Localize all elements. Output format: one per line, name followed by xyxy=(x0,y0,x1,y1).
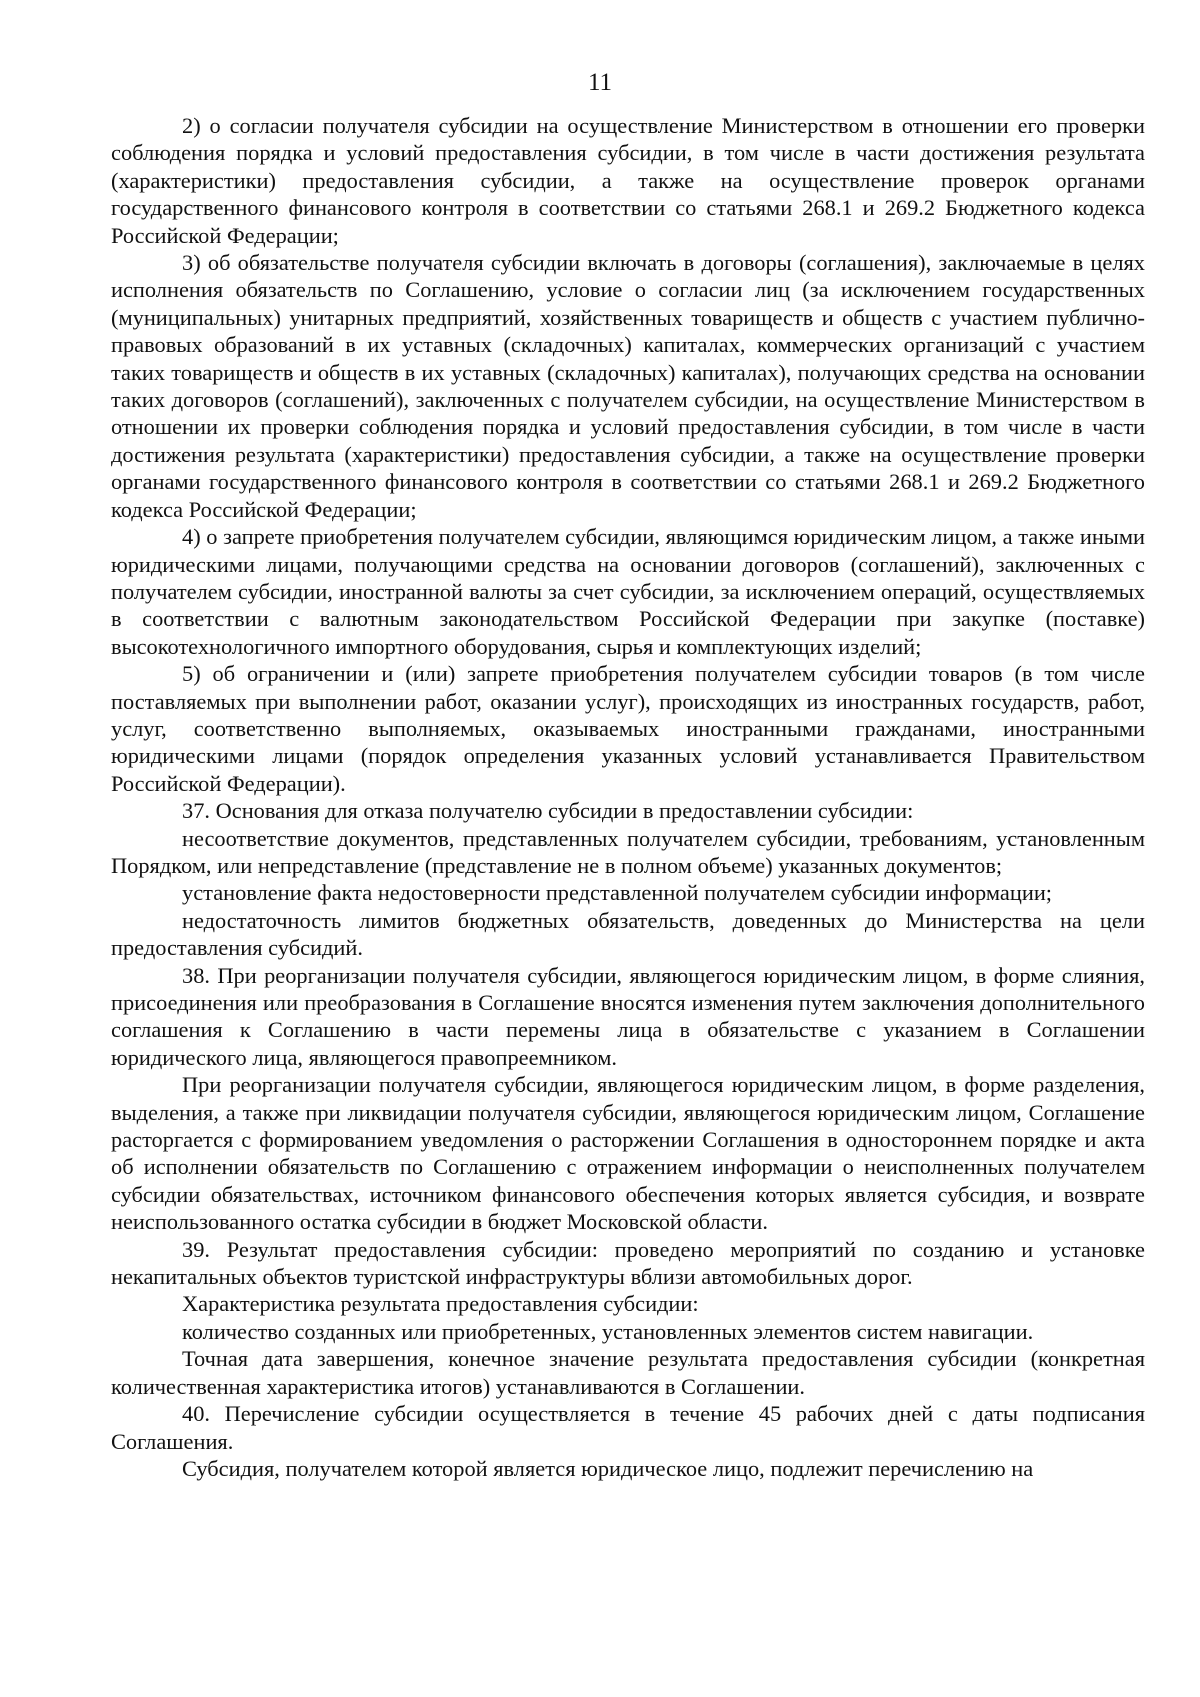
paragraph-result-date: Точная дата завершения, конечное значение результата предоставления субсидии (конкретная количественная характеристика итогов) устанавливаются в Соглашении. xyxy=(111,1346,1145,1399)
paragraph-section-37: 37. Основания для отказа получателю субсидии в предоставлении субсидии: xyxy=(182,798,914,824)
paragraph-section-39: 39. Результат предоставления субсидии: проведено мероприятий по созданию и установке некапитальных объектов туристской инфраструктуры вблизи автомобильных дорог. xyxy=(111,1236,1145,1290)
document-body xyxy=(111,112,1145,1482)
paragraph-refusal-ground-2: установление факта недостоверности представленной получателем субсидии информации; xyxy=(182,880,1053,906)
page-number: 11 xyxy=(587,69,613,96)
paragraph-refusal-ground-3: недостаточность лимитов бюджетных обязательств, доведенных до Министерства на цели предоставления субсидий. xyxy=(111,907,1145,961)
paragraph-clause-4: 4) о запрете приобретения получателем субсидии, являющимся юридическим лицом, а также иными юридическими лицами, получающими средства на основании договоров (соглашений), заключенных с получателем субсидии, иностранной валюты за счет субсидии, за исключением операций, осуществляемых в соответствии с валютным законодательством Российской Федерации при закупке (поставке) высокотехнологичного импортного оборудования, сырья и комплектующих изделий; xyxy=(111,524,1145,659)
paragraph-clause-3: 3) об обязательстве получателя субсидии включать в договоры (соглашения), заключаемые в целях исполнения обязательств по Соглашению, условие о согласии лиц (за исключением государственных (муниципальных) унитарных предприятий, хозяйственных товариществ и обществ с участием публично-правовых образований в их уставных (складочных) капиталах, коммерческих организаций с участием таких товариществ и обществ в их уставных (складочных) капиталах), получающих средства на основании таких договоров (соглашений), заключенных с получателем субсидии, на осуществление Министерством в отношении их проверки соблюдения порядка и условий предоставления субсидии, в том числе в части достижения результата (характеристики) предоставления субсидии, а также на осуществление проверки органами государственного финансового контроля в соответствии со статьями 268.1 и 269.2 Бюджетного кодекса Российской Федерации; xyxy=(111,250,1145,522)
paragraph-result-characteristic: количество созданных или приобретенных, установленных элементов систем навигации. xyxy=(182,1318,1034,1344)
paragraph-clause-2: 2) о согласии получателя субсидии на осуществление Министерством в отношении его проверки соблюдения порядка и условий предоставления субсидии, в том числе в части достижения результата (характеристики) предоставления субсидии, а также на осуществление проверок органами государственного финансового контроля в соответствии со статьями 268.1 и 269.2 Бюджетного кодекса Российской Федерации; xyxy=(111,113,1145,248)
paragraph-section-38: 38. При реорганизации получателя субсидии, являющегося юридическим лицом, в форме слияния, присоединения или преобразования в Соглашение вносятся изменения путем заключения дополнительного соглашения к Соглашению в части перемены лица в обязательстве с указанием в Соглашении юридического лица, являющегося правопреемником. xyxy=(111,962,1145,1070)
paragraph-refusal-ground-1: несоответствие документов, представленных получателем субсидии, требованиям, установленным Порядком, или непредставление (представление не в полном объеме) указанных документов; xyxy=(111,825,1145,878)
paragraph-result-characteristic-heading: Характеристика результата предоставления субсидии: xyxy=(182,1291,699,1317)
paragraph-transfer-continued: Субсидия, получателем которой является юридическое лицо, подлежит перечислению на xyxy=(182,1455,1034,1481)
paragraph-section-40: 40. Перечисление субсидии осуществляется в течение 45 рабочих дней с даты подписания Соглашения. xyxy=(111,1401,1145,1454)
paragraph-clause-5: 5) об ограничении и (или) запрете приобретения получателем субсидии товаров (в том числе поставляемых при выполнении работ, оказании услуг), происходящих из иностранных государств, работ, услуг, соответственно выполняемых, оказываемых иностранными гражданами, иностранными юридическими лицами (порядок определения указанных условий устанавливается Правительством Российской Федерации). xyxy=(111,661,1145,796)
paragraph-section-38-reorganization: При реорганизации получателя субсидии, являющегося юридическим лицом, в форме разделения, выделения, а также при ликвидации получателя субсидии, являющегося юридическим лицом, Соглашение расторгается с формированием уведомления о расторжении Соглашения в одностороннем порядке и акта об исполнении обязательств по Соглашению с отражением информации о неисполненных получателем субсидии обязательствах, источником финансового обеспечения которых является субсидия, и возврате неиспользованного остатка субсидии в бюджет Московской области. xyxy=(111,1072,1145,1235)
